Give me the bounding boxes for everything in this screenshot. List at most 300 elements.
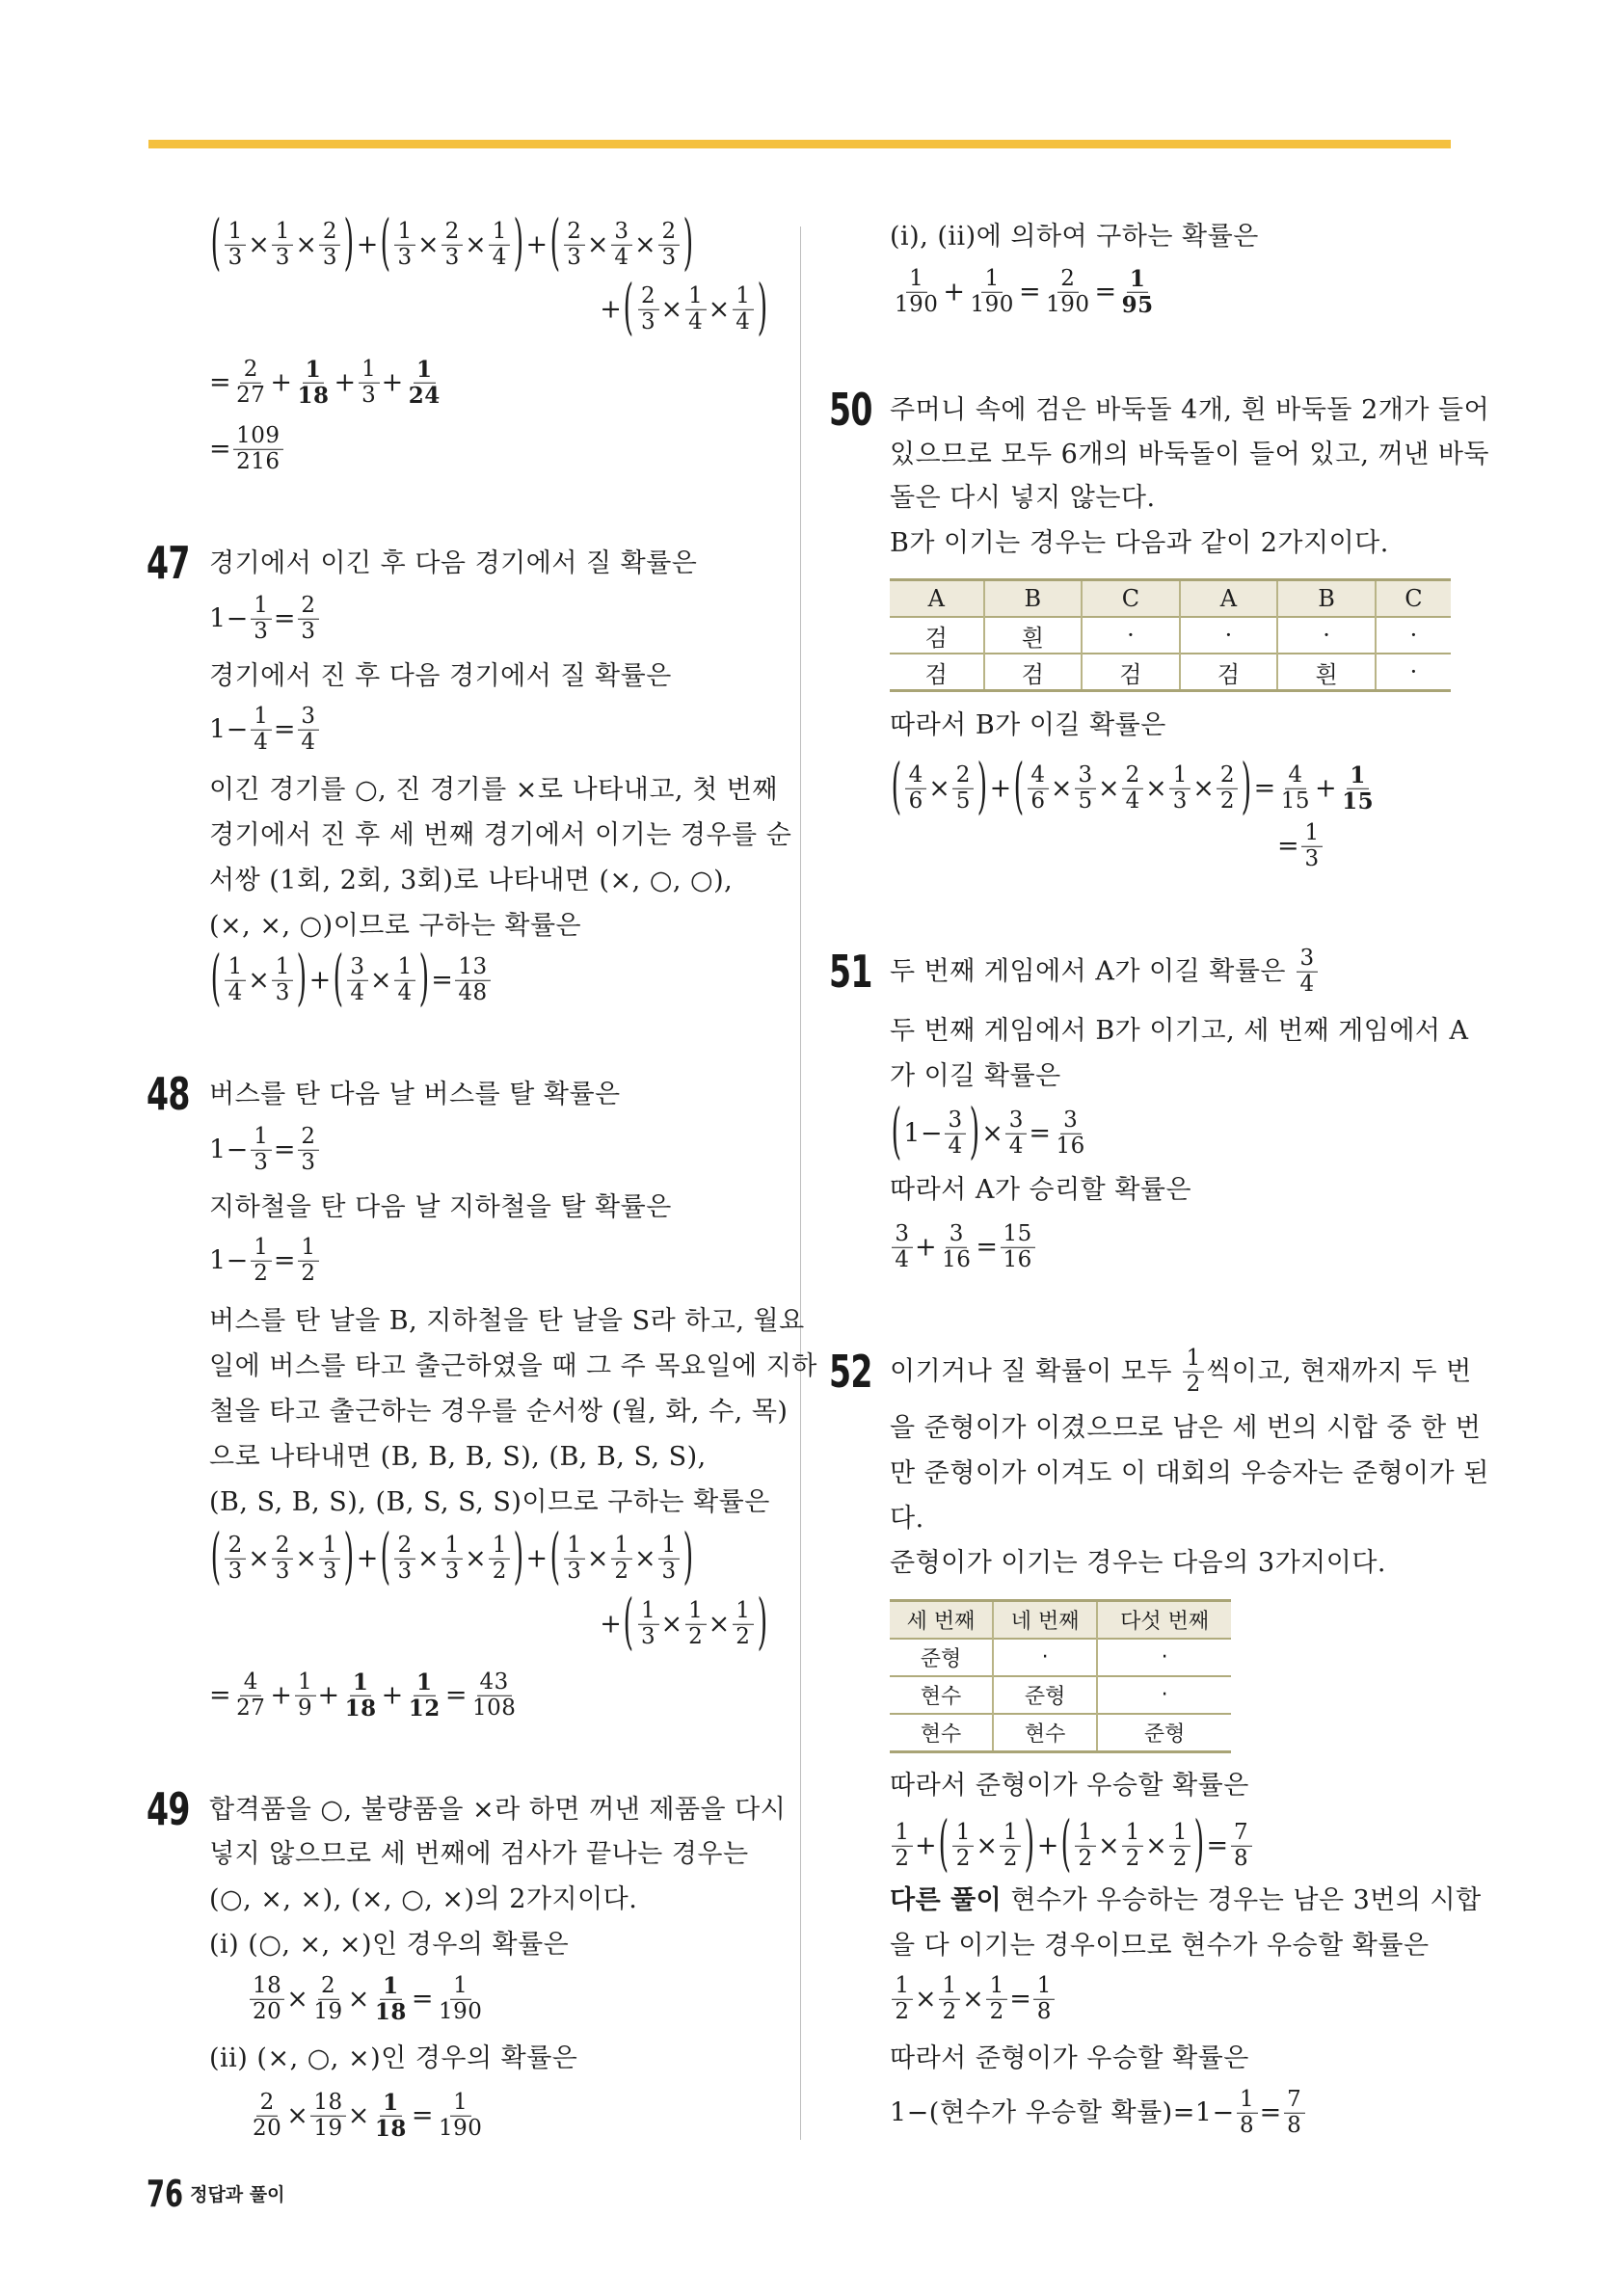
numerator: 2 [1122,763,1143,789]
text: + [989,773,1012,804]
fraction [347,955,368,1006]
text: × [465,1543,488,1574]
denominator: 2 [955,1845,971,1871]
text-line [600,1588,769,1659]
numerator: 1 [658,1534,680,1560]
denominator: 95 [1121,291,1154,318]
left-paren: ( [380,208,391,280]
text-line [209,1931,569,1958]
fraction [436,2091,485,2142]
text-line [890,529,1389,556]
fraction [394,1534,415,1585]
denominator: 16 [1056,1133,1085,1159]
fraction [272,1534,293,1585]
text: 돌은 다시 넣지 않는다. [890,483,1156,513]
text-line [890,2044,1249,2071]
fraction [892,267,941,318]
numerator: 4 [240,1670,261,1696]
denominator: 3 [1172,788,1188,814]
text: 합격품을 ○, 불량품을 ×라 하면 꺼낸 제품을 다시 [209,1795,787,1825]
denominator: 2 [301,1260,316,1286]
fraction [1217,763,1238,814]
table-cell: 현수 [993,1714,1097,1752]
numerator: 4 [905,763,926,789]
denominator: 2 [1219,788,1235,814]
table-cell: 흰 [984,617,1083,654]
text-line [890,752,1378,823]
text-line [209,594,321,645]
numerator: 1 [414,358,436,384]
problem-number: 47 [147,537,190,589]
text: × [708,294,731,325]
text-line [209,1398,788,1425]
text: = [1259,2097,1282,2128]
denominator: 3 [397,1558,413,1584]
text: 만 준형이가 이겨도 이 대회의 우승자는 준형이가 된 [890,1458,1489,1488]
text-line [209,424,285,475]
text: + [915,1232,938,1263]
denominator: 2 [895,1998,910,2024]
fraction [733,284,754,335]
table-cell: 흰 [1277,654,1376,691]
text: 경기에서 진 후 다음 경기에서 질 확률은 [209,661,672,691]
denominator: 4 [301,729,316,755]
right-paren: ) [344,208,356,280]
fraction [564,1534,585,1585]
numerator: 1 [450,1974,471,2000]
denominator: 2 [492,1558,507,1584]
denominator: 19 [313,2115,343,2141]
right-paren: ) [682,208,694,280]
table-cell: · [1097,1676,1231,1714]
denominator: 190 [970,291,1014,317]
fraction [250,2091,284,2142]
numerator: 1 [906,267,927,293]
fraction [233,358,268,409]
denominator: 4 [1299,971,1315,997]
fraction [272,955,293,1006]
fraction [986,1974,1007,2025]
fraction [1122,763,1143,814]
text: + [600,1609,623,1640]
numerator: 1 [298,1236,319,1262]
fraction [1169,763,1190,814]
denominator: 8 [1287,2112,1302,2138]
fraction [310,1974,345,2025]
numerator: 2 [394,1534,415,1560]
denominator: 3 [322,1558,338,1584]
text-line [209,1443,707,1470]
text-line [209,1796,786,1823]
numerator: 15 [1001,1222,1035,1248]
table-cell: 검 [924,660,948,688]
text: 이긴 경기를 ○, 진 경기를 ×로 나타내고, 첫 번째 [209,775,778,805]
fraction [342,1670,380,1722]
text: + [270,367,293,398]
table-cell: 검 [924,624,948,652]
text: 철을 타고 출근하는 경우를 순서쌍 (월, 화, 수, 목) [209,1397,789,1427]
text-line [890,267,1159,318]
fraction [489,220,510,271]
numerator: 2 [319,220,340,246]
numerator: 7 [1231,1821,1252,1847]
table-header-cell: 세 번째 [906,1610,976,1634]
denominator: 190 [1046,291,1090,317]
text: B가 이기는 경우는 다음과 같이 2가지이다. [890,528,1389,558]
table-cell: · [1376,654,1451,691]
text: 1− [209,714,249,745]
text: 경기에서 이긴 후 다음 경기에서 질 확률은 [209,548,698,578]
fraction [250,1974,284,2025]
denominator: 8 [1234,1845,1249,1871]
fraction [319,1534,340,1585]
fraction [1001,1222,1035,1273]
fraction [295,358,333,409]
text-line [209,1125,321,1176]
fraction [251,705,272,756]
text: 따라서 준형이가 우승할 확률은 [890,2043,1249,2073]
table-header-cell: B [984,580,1083,618]
text: × [295,1543,318,1574]
table-row [890,654,1451,691]
fraction [455,955,490,1006]
text-line [209,1670,521,1722]
denominator: 3 [444,1558,460,1584]
numerator: 1 [1122,1821,1143,1847]
numerator: 1 [611,1534,632,1560]
denominator: 27 [236,382,266,408]
numerator: 3 [1060,1108,1082,1135]
right-paren: ) [757,1588,768,1659]
fraction [892,1821,913,1872]
fraction [1119,267,1157,318]
problem-number: 50 [829,384,872,436]
table-cell: · [1097,1639,1231,1676]
fraction [1028,763,1049,814]
text: 따라서 B가 이길 확률은 [890,710,1166,740]
fraction [1122,1821,1143,1872]
numerator: 1 [450,2091,471,2117]
denominator: 19 [313,1998,343,2024]
text: × [1098,773,1121,804]
denominator: 3 [254,618,269,644]
text-line [890,1222,1037,1273]
problem-number: 51 [829,946,872,998]
text: = [1206,1830,1229,1861]
numerator: 1 [394,955,415,981]
denominator: 8 [1036,1998,1052,2024]
fraction [1297,947,1318,998]
numerator: 43 [477,1670,512,1696]
left-paren: ( [938,1809,950,1881]
numerator: 18 [250,1974,284,2000]
denominator: 2 [1186,1371,1201,1397]
denominator: 18 [297,382,330,409]
text: 따라서 A가 승리할 확률은 [890,1175,1192,1205]
text: = [976,1232,999,1263]
denominator: 190 [438,2115,483,2141]
numerator: 3 [611,220,632,246]
denominator: 4 [350,979,365,1005]
text: × [981,1118,1004,1149]
table-header-row [890,1601,1231,1640]
text: 따라서 준형이가 우승할 확률은 [890,1771,1249,1801]
numerator: 1 [1183,1347,1204,1373]
numerator: 1 [225,955,246,981]
fraction [611,1534,632,1585]
text: 으로 나타내면 (B, B, B, S), (B, B, S, S), [209,1442,707,1472]
numerator: 1 [1000,1821,1021,1847]
text: + [600,294,623,325]
denominator: 2 [614,1558,629,1584]
fraction [1301,821,1323,872]
denominator: 4 [688,308,704,334]
fraction [685,1599,707,1650]
numerator: 2 [1217,763,1238,789]
text: 을 준형이가 이겼으므로 남은 세 번의 시합 중 한 번 [890,1413,1482,1443]
text: × [633,229,657,260]
text: 현수가 우승하는 경우는 남은 3번의 시합 [1002,1885,1482,1915]
text: 서쌍 (1회, 2회, 3회)로 나타내면 (×, ○, ○), [209,866,734,895]
text: × [1192,773,1216,804]
table-cell: · [1180,617,1278,654]
fraction [1075,1821,1096,1872]
fraction [489,1534,510,1585]
fraction [685,284,707,335]
text: + [308,965,332,996]
text-line [209,944,493,1015]
fraction [1278,763,1313,814]
numerator: 3 [945,1108,966,1135]
numerator: 1 [225,220,246,246]
text-line [209,2044,577,2071]
text-line [890,441,1489,467]
text: (i) (○, ×, ×)인 경우의 확률은 [209,1930,570,1960]
numerator: 1 [981,267,1003,293]
text: 준형이가 이기는 경우는 다음의 3가지이다. [890,1548,1386,1578]
numerator: 1 [441,1534,463,1560]
text: × [465,229,488,260]
fraction [939,1974,960,2025]
denominator: 2 [942,1998,957,2024]
numerator: 1 [251,1125,272,1151]
fraction [372,1974,410,2025]
right-paren: ) [344,1522,356,1593]
text-line [248,1974,487,2025]
text: 있으므로 모두 6개의 바둑돌이 들어 있고, 꺼낸 바둑 [890,440,1489,469]
denominator: 27 [236,1695,266,1721]
denominator: 2 [1125,1845,1140,1871]
numerator: 1 [380,1974,402,2000]
denominator: 2 [895,1845,910,1871]
text-line [890,1062,1061,1089]
denominator: 4 [1125,788,1140,814]
numerator: 1 [733,284,754,310]
fraction [372,2091,410,2142]
left-paren: ( [623,273,634,344]
text: + [1036,1830,1059,1861]
fraction [298,705,319,756]
numerator: 1 [1169,1821,1190,1847]
denominator: 2 [989,1998,1004,2024]
fraction [233,1670,268,1722]
text-line [209,821,791,848]
fraction [406,358,443,409]
numerator: 2 [658,220,680,246]
denominator: 15 [1342,788,1375,814]
text: (○, ×, ×), (×, ○, ×)의 2가지이다. [209,1884,638,1914]
denominator: 9 [297,1695,313,1721]
denominator: 8 [1240,2112,1255,2138]
table-header-cell: 다섯 번째 [1097,1601,1231,1640]
table-cell: 검 [1082,654,1180,691]
text: 이기거나 질 확률이 모두 [890,1356,1182,1387]
denominator: 190 [438,1998,483,2024]
text: + [356,1543,379,1574]
table-row [890,1714,1231,1752]
text: × [708,1609,731,1640]
text: + [1315,773,1338,804]
left-paren: ( [1060,1809,1072,1881]
left-paren: ( [380,1522,391,1593]
denominator: 4 [227,979,243,1005]
fraction [638,284,659,335]
text: 1−(현수가 우승할 확률)=1− [890,2097,1235,2128]
text: × [286,1984,309,2015]
denominator: 24 [408,382,441,409]
text-line [890,1176,1191,1203]
table-cell: 현수 [920,1722,962,1747]
numerator: 1 [251,594,272,620]
fraction [733,1599,754,1650]
fraction [1237,2088,1258,2139]
text: + [915,1830,938,1861]
text: + [270,1680,293,1711]
fraction [1339,763,1377,814]
problem-number: 52 [829,1346,872,1398]
fraction [564,220,585,271]
text: + [525,229,548,260]
left-paren: ( [891,1097,902,1168]
text-line [890,484,1156,511]
text: = [411,2100,434,2131]
right-paren: ) [513,208,524,280]
numerator: 1 [1169,763,1190,789]
numerator: 1 [272,220,293,246]
text-line [209,1352,817,1379]
denominator: 6 [908,788,923,814]
left-paren: ( [549,1522,561,1593]
text: = [1009,1984,1032,2015]
text: = [1277,831,1300,862]
text: 1− [209,1135,249,1165]
fraction [1033,1974,1055,2025]
fraction [251,1236,272,1287]
text-line [209,662,672,689]
text: × [248,1543,271,1574]
problem-number: 48 [147,1068,190,1120]
numerator: 13 [455,955,490,981]
text-line [890,1414,1481,1441]
table-header-cell: B [1277,580,1376,618]
text: + [317,1680,340,1711]
text-line [209,1488,770,1515]
text-line [209,1081,621,1108]
text: + [334,367,357,398]
fraction [1231,1821,1252,1872]
text-line [890,2088,1307,2139]
text: 버스를 탄 날을 B, 지하철을 탄 날을 S라 하고, 월요 [209,1306,805,1336]
fraction [1005,1108,1027,1160]
fraction [1075,763,1096,814]
right-paren: ) [969,1097,980,1168]
numerator: 3 [347,955,368,981]
fraction [406,1670,443,1722]
right-paren: ) [1242,752,1253,823]
fraction [394,220,415,271]
text: 두 번째 게임에서 B가 이기고, 세 번째 게임에서 A [890,1016,1469,1046]
right-paren: ) [418,944,430,1015]
denominator: 3 [275,1558,290,1584]
text: (ii) (×, ○, ×)인 경우의 확률은 [209,2043,578,2073]
numerator: 3 [298,705,319,731]
text: × [369,965,393,996]
numerator: 1 [380,2091,402,2117]
fraction [225,220,246,271]
text: 주머니 속에 검은 바둑돌 4개, 흰 바둑돌 2개가 들어 [890,395,1490,425]
text: + [381,367,404,398]
denominator: 3 [275,979,290,1005]
table-cell: · [1376,617,1451,654]
text-line [209,1885,637,1912]
text-line [248,2091,487,2142]
fraction [1054,1108,1088,1160]
fraction [225,955,246,1006]
text-line [209,358,445,409]
denominator: 216 [236,448,281,474]
denominator: 4 [254,729,269,755]
text: × [976,1830,999,1861]
numerator: 2 [564,220,585,246]
text: 1− [209,603,249,634]
text-line [209,867,733,894]
numerator: 2 [225,1534,246,1560]
text: = [1029,1118,1052,1149]
text: = [273,714,296,745]
denominator: 20 [253,1998,282,2024]
text-line [890,1097,1090,1168]
text-line [890,1886,1482,1913]
text: = [209,367,232,398]
text: 경기에서 진 후 세 번째 경기에서 이기는 경우를 순 [209,820,792,850]
denominator: 16 [942,1246,972,1272]
fraction [298,1125,319,1176]
numerator: 1 [733,1599,754,1625]
denominator: 4 [948,1133,963,1159]
text: × [1050,773,1074,804]
denominator: 3 [640,308,656,334]
denominator: 3 [227,1558,243,1584]
text: × [417,1543,441,1574]
text: (B, S, B, S), (B, S, S, S)이므로 구하는 확률은 [209,1487,770,1517]
text: = [411,1984,434,2015]
denominator: 3 [254,1149,269,1175]
denominator: 16 [1003,1246,1032,1272]
fraction [892,1974,913,2025]
text: = [1018,277,1042,307]
right-paren: ) [682,1522,694,1593]
denominator: 3 [227,244,243,270]
